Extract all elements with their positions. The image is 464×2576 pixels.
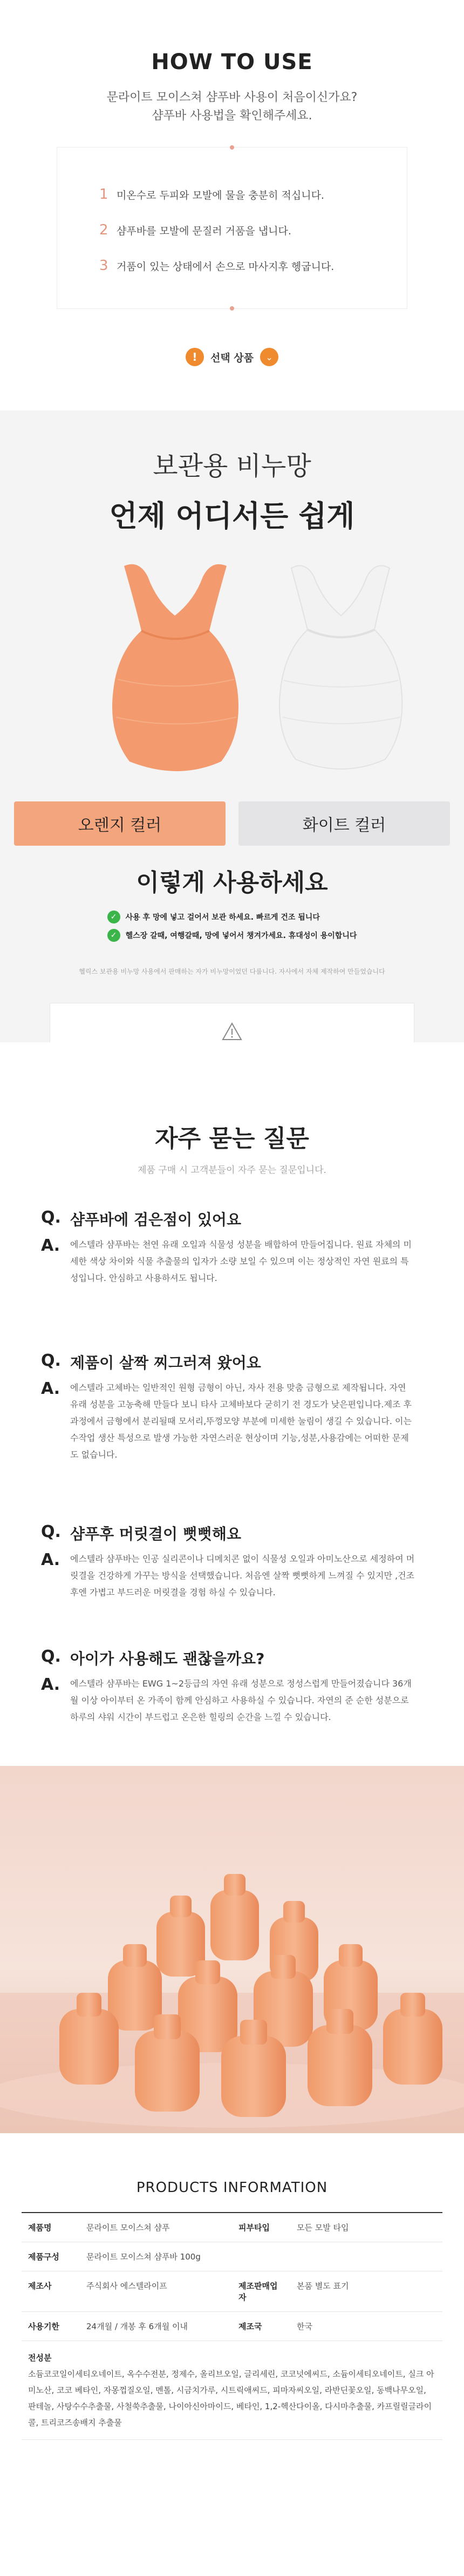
step-number: 2 [99, 222, 108, 238]
check-text: 사용 후 망에 넣고 걸어서 보관 하세요. 빠르게 건조 됩니다 [125, 913, 320, 922]
info-key: 제조국 [232, 2312, 290, 2341]
product-information-section [0, 2133, 464, 2576]
faq-item [0, 1351, 464, 1463]
faq-title: 자주 묻는 질문 [155, 1125, 309, 1152]
info-key: 피부타입 [232, 2213, 290, 2242]
how-to-use-subtitle [0, 89, 464, 125]
faq-subtitle: 제품 구매 시 고객분들이 자주 묻는 질문입니다. [138, 1165, 326, 1176]
product-info-table [22, 2212, 442, 2440]
question-label: Q. [41, 1208, 61, 1227]
ingredients-text: 소듐코코일이세티오네이트, 옥수수전분, 정제수, 올리브오일, 글리세린, 코코넛에씨드, 소듐이세티오네이트, 실크 아미노산, 코코 베타인, 자몽껍질오일, 멘톨, 시금치가루, 시트릭애씨드, 피마자씨오일, 라반딘꽃오일, 동백나무오일, 판테놀, 사탕수수추출물, 사철쑥추출물, 나이아신아마이드, 베타인, 1,2-헥산다이올, 다시마추출물, 카프릴릴글라이콜, 트리코즈송배지 추출물 [28, 2369, 434, 2427]
faq-answer: 에스텔라 고체바는 일반적인 원형 금형이 아닌, 자사 전용 맞춤 금형으로 제작됩니다. 자연 유래 성분을 고농축해 만들다 보니 타사 고체바보다 굳히기 전 경도가 낮은편입니다.제조 후 과정에서 금형에서 분리될때 모서리,뚜껑모양 부분에 미세한 눌림이 생길 수 있습니다. 이는 수작업 생산 특성으로 발생 가능한 자연스러운 현상이며 기능,성분,사용감에는 어떠한 문제도 없습니다. [70, 1383, 412, 1460]
ingredients-cell [22, 2341, 442, 2440]
step-item [57, 186, 407, 203]
info-key [232, 2242, 290, 2271]
faq-item [0, 1522, 464, 1601]
exclamation-icon: ! [186, 348, 204, 366]
table-row [22, 2242, 442, 2271]
table-row [22, 2271, 442, 2312]
table-row [22, 2341, 442, 2440]
info-value: 본품 별도 표기 [290, 2271, 442, 2312]
answer-label: A. [41, 1550, 60, 1569]
info-key: 제조사 [22, 2271, 80, 2312]
info-key: 제조판매업자 [232, 2271, 290, 2312]
faq-answer: 에스텔라 샴푸바는 EWG 1~2등급의 자연 유래 성분으로 정성스럽게 만들어졌습니다 36개월 이상 아이부터 온 가족이 함께 안심하고 사용하실 수 있습니다. 자연의 준 순한 성분으로 하루의 샤워 시간이 부드럽고 온은한 힐링의 순간을 느낄 수 있습니다. [70, 1678, 412, 1722]
how-to-use-title: HOW TO USE [151, 50, 313, 75]
faq-answer-row [41, 1675, 464, 1725]
info-key: 제품명 [22, 2213, 80, 2242]
faq-question: 아이가 사용해도 괜찮을까요? [70, 1650, 265, 1668]
steps-box [57, 147, 407, 309]
faq-item [0, 1208, 464, 1286]
info-value: 주식회사 에스텔라이프 [80, 2271, 232, 2312]
how-to-use-section [0, 0, 464, 410]
usage-check-item [107, 929, 357, 942]
faq-answer: 에스텔라 샴푸바는 인공 실리콘이나 디메치콘 없이 식물성 오일과 아미노산으로 세정하여 머릿결을 건강하게 가꾸는 방식을 선택했습니다. 처음엔 살짝 뻣뻣하게 느껴질 수 있지만 ,건조 후엔 가볍고 부드러운 머릿결을 경험 하실 수 있습니다. [70, 1554, 415, 1597]
subtitle-line-1: 문라이트 모이스쳐 샴푸바 사용이 처음이신가요? [106, 91, 358, 104]
question-label: Q. [41, 1647, 61, 1666]
pouch-note: 헬릭스 보관용 비누망 사용에서 판매하는 자가 비누망이었던 다룹니다. 자사에서 자체 제작하여 만들었습니다 [79, 968, 385, 975]
pouch-title-2: 언제 어디서든 쉽게 [109, 499, 355, 533]
step-number: 1 [99, 186, 108, 203]
warning-icon [221, 1022, 243, 1041]
step-number: 3 [99, 258, 108, 274]
check-icon: ✓ [107, 911, 120, 923]
faq-answer-row [41, 1379, 464, 1463]
faq-question-row [41, 1351, 464, 1373]
question-label: Q. [41, 1351, 61, 1370]
optional-product-toggle[interactable] [186, 348, 278, 366]
faq-section [0, 1042, 464, 1766]
usage-check-item [107, 911, 357, 923]
answer-label: A. [41, 1379, 60, 1398]
answer-label: A. [41, 1675, 60, 1694]
soap-pouch-section [0, 410, 464, 1042]
info-value: 문라이트 모이스쳐 샴푸바 100g [80, 2242, 232, 2271]
check-text: 헬스장 갈때, 여행갈때, 망에 넣어서 챙겨가세요. 휴대성이 용이합니다 [125, 932, 357, 940]
ingredients-label: 전성분 [28, 2353, 52, 2363]
question-label: Q. [41, 1522, 61, 1541]
answer-label: A. [41, 1236, 60, 1255]
product-info-title: PRODUCTS INFORMATION [136, 2180, 328, 2196]
shampoo-bars-photo [0, 1766, 464, 2133]
info-value: 모든 모발 타입 [290, 2213, 442, 2242]
white-color-option[interactable]: 화이트 컬러 [238, 801, 450, 846]
table-row [22, 2213, 442, 2242]
faq-item [0, 1647, 464, 1725]
faq-answer-row [41, 1236, 464, 1286]
step-text: 거품이 있는 상태에서 손으로 마사지후 헹굽니다. [117, 261, 335, 273]
step-item [57, 222, 407, 238]
faq-list [0, 1208, 464, 1725]
faq-answer: 에스텔라 샴푸바는 천연 유래 오일과 식물성 성분을 배합하여 만들어집니다. 원료 자체의 미세한 색상 차이와 식물 추출물의 입자가 소량 보일 수 있으며 이는 정상적인 자연 원료의 특성입니다. 안심하고 사용하셔도 됩니다. [70, 1239, 412, 1283]
step-item [57, 258, 407, 274]
box-top-dot [230, 145, 234, 150]
usage-title: 이렇게 사용하세요 [136, 869, 328, 896]
info-value: 한국 [290, 2312, 442, 2341]
info-value: 24개월 / 개봉 후 6개월 이내 [80, 2312, 232, 2341]
pouch-illustration [0, 555, 464, 782]
subtitle-line-2: 샴푸바 사용법을 확인해주세요. [152, 109, 312, 123]
optional-product-label: 선택 상품 [210, 352, 254, 364]
table-row [22, 2312, 442, 2341]
step-text: 미온수로 두피와 모발에 물을 충분히 적십니다. [117, 190, 324, 201]
faq-question-row [41, 1522, 464, 1544]
box-bottom-dot [230, 306, 234, 311]
check-icon: ✓ [107, 929, 120, 942]
color-options [0, 801, 464, 846]
chevron-down-icon[interactable]: ⌄ [260, 348, 278, 366]
info-value [290, 2242, 442, 2271]
orange-pouch-image [112, 564, 238, 771]
faq-question: 제품이 살짝 찌그러져 왔어요 [70, 1354, 261, 1372]
info-key: 사용기한 [22, 2312, 80, 2341]
usage-checklist [107, 905, 357, 947]
info-value: 문라이트 모이스쳐 샴푸 [80, 2213, 232, 2242]
faq-answer-row [41, 1550, 464, 1601]
faq-question-row [41, 1208, 464, 1230]
pouch-images [0, 555, 464, 782]
orange-color-option[interactable]: 오렌지 컬러 [14, 801, 226, 846]
step-text: 샴푸바를 모발에 문질러 거품을 냅니다. [117, 225, 291, 237]
product-lifestyle-photo [0, 1766, 464, 2133]
pouch-title-1: 보관용 비누망 [153, 451, 311, 481]
faq-question: 샴푸바에 검은점이 있어요 [70, 1211, 242, 1229]
faq-question-row [41, 1647, 464, 1669]
white-pouch-image [279, 566, 402, 769]
faq-question: 샴푸후 머릿결이 뻣뻣해요 [70, 1525, 242, 1543]
info-key: 제품구성 [22, 2242, 80, 2271]
